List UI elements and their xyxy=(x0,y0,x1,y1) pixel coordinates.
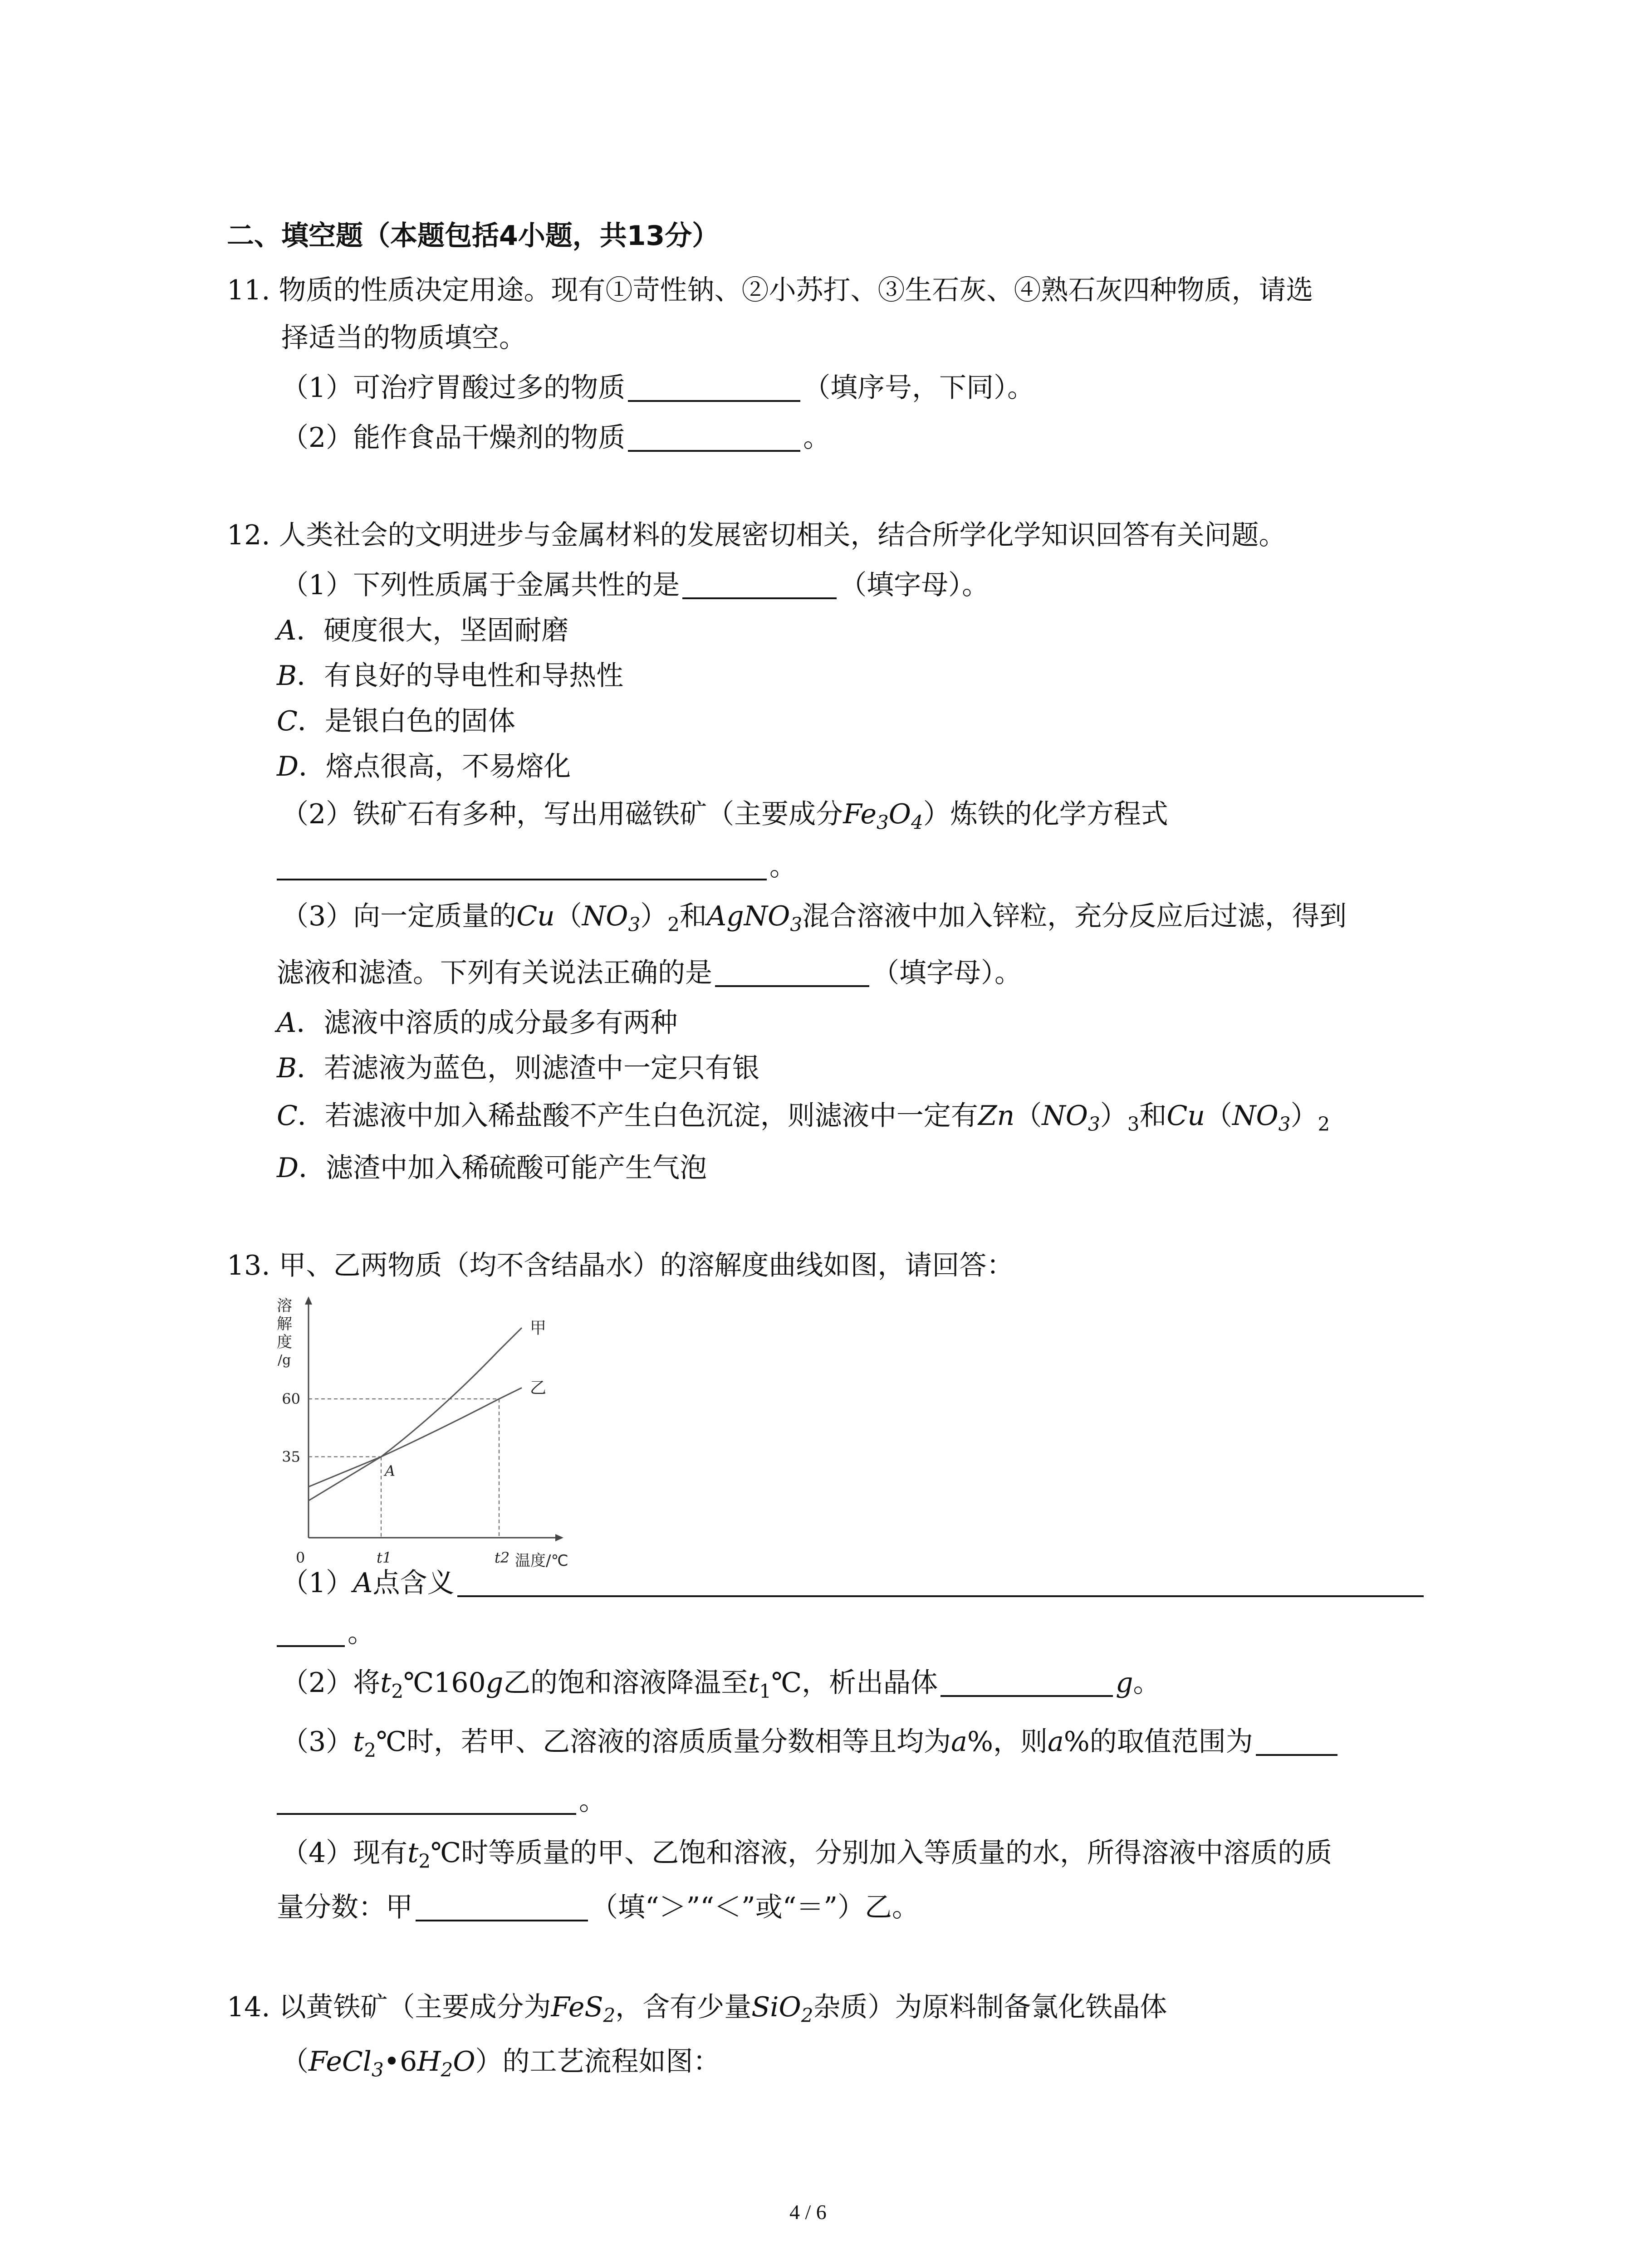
subscript: 2 xyxy=(391,1680,404,1702)
var-t: t xyxy=(380,1667,392,1699)
dot-six: •6 xyxy=(383,2046,417,2077)
option-text: ．是银白色的固体 xyxy=(297,705,515,737)
q13-part4-text2: ℃时等质量的甲、乙饱和溶液，分别加入等质量的水，所得溶液中溶质的质 xyxy=(431,1837,1332,1869)
page-number: 4 / 6 xyxy=(789,2200,827,2224)
q12-part2-answer xyxy=(277,850,797,883)
paren-open: （ xyxy=(554,900,582,932)
q14-text3: 杂质）为原料制备氯化铁晶体 xyxy=(813,1991,1167,2023)
subscript: 2 xyxy=(418,1850,431,1872)
answer-blank[interactable] xyxy=(715,959,869,987)
option-letter: B xyxy=(277,660,297,692)
q12-part3-line2 xyxy=(277,959,1022,987)
y-axis-arrow xyxy=(305,1296,312,1305)
formula-fes2: FeS$_2$ xyxy=(551,1991,616,2027)
answer-blank[interactable] xyxy=(277,1619,345,1647)
q11-part2 xyxy=(281,424,830,452)
q11-part1 xyxy=(281,374,1034,402)
q13-part4-suffix: （填“＞”“＜”或“＝”）乙。 xyxy=(591,1892,920,1924)
option-letter: D xyxy=(277,751,299,782)
point-a: A xyxy=(353,1567,373,1599)
q13-part2-end: 。 xyxy=(1133,1667,1161,1699)
subscript: 3 xyxy=(1127,1113,1140,1135)
q13-part4-line2 xyxy=(277,1892,920,1924)
q13-part1-text2: 点含义 xyxy=(372,1567,455,1599)
var-a: a xyxy=(1047,1726,1064,1758)
q13-part4-text3: 量分数：甲 xyxy=(277,1892,413,1924)
formula-no3: $NO_3$ xyxy=(582,900,641,936)
q12-option-c xyxy=(277,705,515,737)
q14-text2: ，含有少量 xyxy=(615,1991,752,2023)
answer-blank[interactable] xyxy=(277,1787,576,1815)
q12-part1-suffix: （填字母）。 xyxy=(839,569,989,601)
formula-cu: Cu xyxy=(1166,1100,1205,1132)
q13-part3 xyxy=(281,1726,1340,1761)
x-tick-label: 0 xyxy=(296,1549,305,1566)
y-axis-label-2: 解 xyxy=(277,1315,292,1333)
q13-part3-line2 xyxy=(277,1787,606,1815)
q12-option2-c xyxy=(277,1100,1330,1135)
q13-part2-text: （2）将 xyxy=(281,1667,381,1699)
q13-part2-temp: ℃160 xyxy=(403,1667,486,1699)
q12-part1-text: （1）下列性质属于金属共性的是 xyxy=(281,569,680,601)
q13-part1-line2 xyxy=(277,1619,375,1647)
y-tick-label: 60 xyxy=(282,1390,300,1408)
q12-part2-end: 。 xyxy=(769,850,797,883)
q12-option2-d xyxy=(277,1154,707,1182)
formula-agno3: AgNO$_3$ xyxy=(706,900,803,936)
q12-part3-rest: 混合溶液中加入锌粒，充分反应后过滤，得到 xyxy=(802,900,1347,932)
unit-g: g xyxy=(485,1667,504,1699)
q13-part3-end: 。 xyxy=(579,1785,606,1817)
q14-line2 xyxy=(281,2046,720,2081)
var-t: t xyxy=(748,1667,759,1699)
q14-line1 xyxy=(227,1991,1167,2027)
series-line-jia xyxy=(309,1328,522,1501)
q11-line2: 择适当的物质填空。 xyxy=(281,322,526,354)
q12-option-b xyxy=(277,660,624,692)
formula-h2o: $H_2O$ xyxy=(417,2046,475,2081)
paren-open: （ xyxy=(1014,1100,1042,1132)
option-text: ．滤渣中加入稀硫酸可能产生气泡 xyxy=(299,1152,707,1184)
q13-part1 xyxy=(281,1569,1426,1597)
series-line-yi xyxy=(309,1388,522,1486)
y-axis-label-3: 度 xyxy=(277,1333,292,1351)
formula-fecl3: FeCl$_3$ xyxy=(309,2046,384,2081)
q12-line1: 12. 人类社会的文明进步与金属材料的发展密切相关，结合所学化学知识回答有关问题。 xyxy=(227,519,1286,551)
answer-blank[interactable] xyxy=(277,853,767,880)
q11-part2-text: （2）能作食品干燥剂的物质 xyxy=(281,422,626,454)
q12-part3-text: （3）向一定质量的 xyxy=(281,900,517,932)
option-letter: A xyxy=(277,1007,297,1039)
var-t: t xyxy=(353,1726,364,1758)
formula-zn: Zn xyxy=(978,1100,1015,1132)
q12-part2-suffix: ）炼铁的化学方程式 xyxy=(923,798,1168,830)
paren-open: （ xyxy=(281,2046,309,2077)
solubility-chart xyxy=(268,1288,585,1569)
q12-part3 xyxy=(281,900,1347,936)
conj: 和 xyxy=(679,900,707,932)
q13-part2-text2: 乙的饱和溶液降温至 xyxy=(503,1667,749,1699)
q12-option-d xyxy=(277,753,571,780)
subscript: 1 xyxy=(759,1680,771,1702)
q13-part3-text4: %的取值范围为 xyxy=(1063,1726,1253,1758)
q11-line1: 11. 物质的性质决定用途。现有①苛性钠、②小苏打、③生石灰、④熟石灰四种物质，请选 xyxy=(227,274,1313,306)
answer-blank[interactable] xyxy=(1256,1728,1337,1756)
q12-part2-text: （2）铁矿石有多种，写出用磁铁矿（主要成分 xyxy=(281,798,843,830)
option-letter: C xyxy=(277,1100,298,1132)
series-label: 甲 xyxy=(530,1319,547,1338)
x-tick-label: t1 xyxy=(377,1549,392,1566)
unit-g: g xyxy=(1116,1667,1133,1699)
subscript: 2 xyxy=(667,913,680,936)
q12-part3-suffix: （填字母）。 xyxy=(872,957,1022,989)
q13-part3-text2: ℃时，若甲、乙溶液的溶质质量分数相等且均为 xyxy=(376,1726,951,1758)
option-letter: A xyxy=(277,615,297,646)
q13-part1-end: 。 xyxy=(348,1617,375,1649)
q13-line1: 13. 甲、乙两物质（均不含结晶水）的溶解度曲线如图，请回答： xyxy=(227,1250,1014,1281)
paren-open: （ xyxy=(1205,1100,1232,1132)
paren-close: ） xyxy=(1290,1100,1318,1132)
formula-sio2: SiO$_2$ xyxy=(751,1991,813,2027)
subscript: 2 xyxy=(364,1739,377,1761)
option-letter: B xyxy=(277,1052,297,1084)
q13-part2-text3: ℃，析出晶体 xyxy=(771,1667,938,1699)
conj: 和 xyxy=(1139,1100,1167,1132)
point-a-label: A xyxy=(385,1462,396,1480)
option-letter: C xyxy=(277,705,298,737)
y-axis-label-4: /g xyxy=(278,1352,291,1368)
x-axis-label: 温度/℃ xyxy=(515,1552,568,1569)
q14-text4: ）的工艺流程如图： xyxy=(475,2046,720,2077)
paren-close: ） xyxy=(640,900,668,932)
y-axis-label-1: 溶 xyxy=(277,1297,292,1315)
formula-no3: $NO_3$ xyxy=(1232,1100,1291,1135)
q14-text: 14. 以黄铁矿（主要成分为 xyxy=(227,1991,551,2023)
q13-part1-text: （1） xyxy=(281,1567,353,1599)
option-text: ．若滤液中加入稀盐酸不产生白色沉淀，则滤液中一定有 xyxy=(297,1100,978,1132)
x-axis-arrow xyxy=(555,1534,563,1541)
answer-blank[interactable] xyxy=(628,374,800,402)
subscript: 2 xyxy=(1318,1113,1330,1135)
series-label: 乙 xyxy=(530,1378,547,1398)
q11-part1-text: （1）可治疗胃酸过多的物质 xyxy=(281,372,626,404)
answer-blank[interactable] xyxy=(682,572,837,599)
q12-option2-b xyxy=(277,1052,760,1084)
q13-part3-text: （3） xyxy=(281,1726,353,1758)
option-letter: D xyxy=(277,1152,299,1184)
q13-part4 xyxy=(281,1837,1332,1872)
formula-cu: Cu xyxy=(516,900,555,932)
q13-part3-text3: %，则 xyxy=(967,1726,1048,1758)
answer-blank[interactable] xyxy=(941,1669,1113,1697)
q12-option2-a xyxy=(277,1007,678,1039)
y-tick-label: 35 xyxy=(282,1448,300,1466)
q12-part2 xyxy=(281,798,1168,834)
q13-part4-text: （4）现有 xyxy=(281,1837,408,1869)
option-text: ．若滤液为蓝色，则滤渣中一定只有银 xyxy=(297,1052,760,1084)
option-text: ．熔点很高，不易熔化 xyxy=(299,751,571,782)
answer-blank[interactable] xyxy=(416,1894,588,1921)
var-a: a xyxy=(951,1726,967,1758)
answer-blank[interactable] xyxy=(628,424,800,452)
q12-part1 xyxy=(281,569,989,601)
q13-part2 xyxy=(281,1667,1161,1702)
q11-part2-suffix: 。 xyxy=(803,422,831,454)
var-t: t xyxy=(407,1837,419,1869)
option-text: ．有良好的导电性和导热性 xyxy=(297,660,624,692)
formula-no3: $NO_3$ xyxy=(1042,1100,1100,1135)
q11-part1-suffix: （填序号，下同）。 xyxy=(803,372,1035,404)
q12-option-a xyxy=(277,617,568,644)
formula-fe3o4: $Fe_3O_4$ xyxy=(843,798,923,834)
section-title: 二、填空题（本题包括4小题，共13分） xyxy=(227,220,720,252)
option-text: ．滤液中溶质的成分最多有两种 xyxy=(296,1007,678,1039)
x-tick-label: t2 xyxy=(495,1549,510,1566)
paren-close: ） xyxy=(1100,1100,1127,1132)
q12-part3-text2: 滤液和滤渣。下列有关说法正确的是 xyxy=(277,957,712,989)
option-text: ．硬度很大，坚固耐磨 xyxy=(296,615,569,646)
answer-blank[interactable] xyxy=(457,1569,1424,1597)
